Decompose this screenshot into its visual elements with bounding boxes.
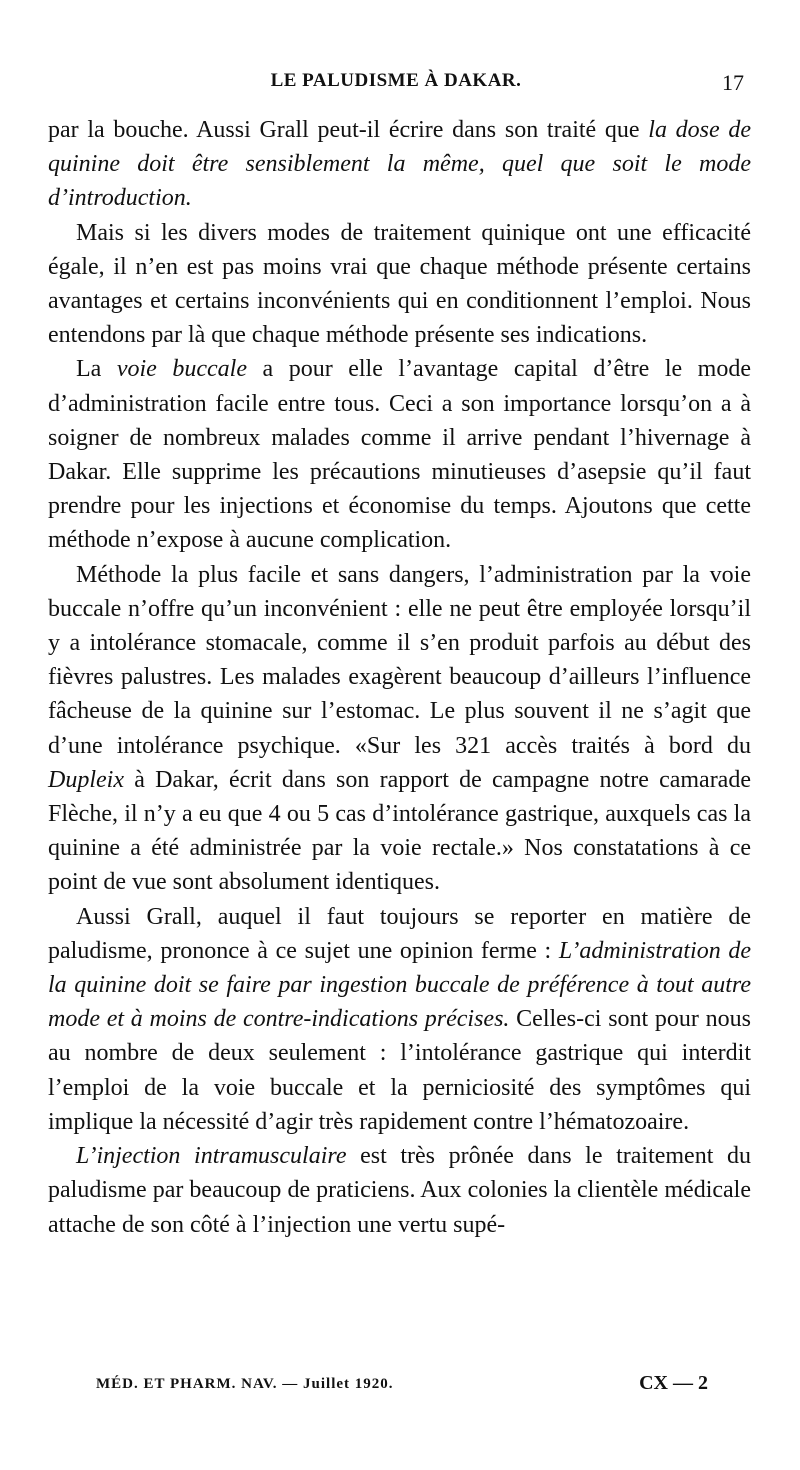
page-footer xyxy=(96,1372,708,1402)
paragraph-4-start: Méthode la plus facile et sans dangers, l’administration par la voie buccale n’offre qu’un inconvénient : elle ne peut être employée lorsqu’il y a intolérance stomacale, comme il s’en produit parfois au début des fièvres palustres. Les malades exagèrent beaucoup d’ailleurs l’influence fâcheuse de la quinine sur l’estomac. Le plus souvent il ne s’agit que d’une intolérance psychique. «Sur les 321 accès traités à bord du xyxy=(48,561,751,759)
paragraph-2: Mais si les divers modes de traitement quinique ont une efficacité égale, il n’en est pas moins vrai que chaque méthode présente certains avantages et certains inconvénients qui en conditionnent l’emploi. Nous entendons par là que chaque méthode présente ses indications. xyxy=(48,219,751,349)
page-header xyxy=(48,70,744,106)
paragraph-3-term: voie buccale xyxy=(116,356,247,383)
paragraph-5-start: Aussi Grall, auquel il faut toujours se reporter en matière de paludisme, prononce à ce sujet une opinion ferme : xyxy=(48,903,751,964)
paragraph-3-start: La xyxy=(76,356,117,383)
paragraph-5-rest: Celles-ci sont pour nous au nombre de deux seulement : l’intolérance gastrique qui interdit l’emploi de la voie buccale et la perniciosité des symptômes qui implique la nécessité d’agir très rapidement contre l’hématozoaire. xyxy=(48,1006,751,1135)
paragraph-4-ship-name: Dupleix xyxy=(48,766,124,793)
paragraph-1-text: par la bouche. Aussi Grall peut-il écrire dans son traité que xyxy=(48,117,649,143)
paragraph-6-term: L’injection intramusculaire xyxy=(76,1143,347,1170)
paragraph-3-rest: a pour elle l’avantage capital d’être le mode d’administration facile entre tous. Ceci a son importance lorsqu’on a à soigner de nombreux malades comme il arrive pendant l’hivernage à Dakar. Elle supprime les précautions minutieuses d’asepsie qu’il faut prendre pour les injections et économise du temps. Ajoutons que cette méthode n’expose à aucune complication. xyxy=(48,356,752,554)
paragraph-6 xyxy=(48,1139,751,1242)
paragraph-1-quote: la dose de quinine doit être sensiblement la même, quel que soit le mode d’introduction. xyxy=(48,117,752,212)
body-text xyxy=(48,113,751,1242)
paragraph-5 xyxy=(48,900,751,1139)
page-number: 17 xyxy=(722,70,744,95)
footer-sheet-mark: CX — 2 xyxy=(639,1372,708,1394)
footer-signature: MÉD. ET PHARM. NAV. — Juillet 1920. xyxy=(96,1376,394,1392)
paragraph-4-rest: à Dakar, écrit dans son rapport de campagne notre camarade Flèche, il n’y a eu que 4 ou 5 cas d’intolérance gastrique, auxquels cas la quinine a été administrée par la voie rectale.» Nos constatations à ce point de vue sont absolument identiques. xyxy=(48,766,751,896)
paragraph-4 xyxy=(48,558,751,900)
paragraph-5-quote: L’administration de la quinine doit se faire par ingestion buccale de préférence à tout autre mode et à moins de contre-indications précises. xyxy=(48,937,752,1033)
paragraph-3 xyxy=(48,352,751,557)
paragraph-1 xyxy=(48,113,751,216)
running-title: LE PALUDISME À DAKAR. xyxy=(270,70,522,91)
paragraph-6-rest: est très prônée dans le traitement du paludisme par beaucoup de praticiens. Aux colonies la clientèle médicale attache de son côté à l’injection une vertu supé- xyxy=(48,1143,751,1238)
